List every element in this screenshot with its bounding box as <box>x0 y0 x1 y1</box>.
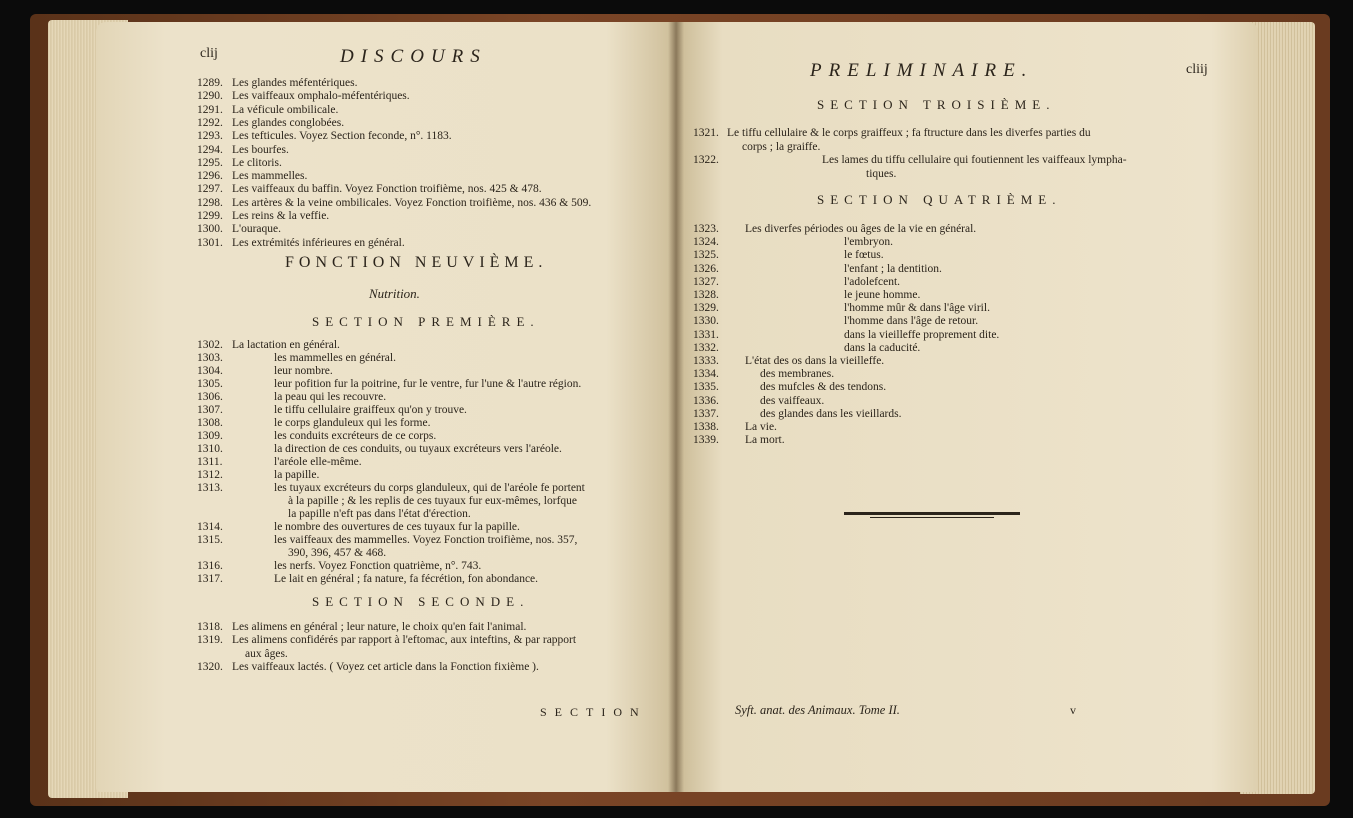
entry-text: l'enfant ; la dentition. <box>844 263 942 275</box>
entry-text: La lactation en général. <box>232 339 340 351</box>
entry-number: 1298. <box>197 197 223 209</box>
entry-text: les nerfs. Voyez Fonction quatrième, n°. 743. <box>274 560 482 572</box>
entry-number: 1327. <box>693 276 719 288</box>
entry-text: Les extrémités inférieures en général. <box>232 237 405 249</box>
entry-number: 1339. <box>693 434 719 446</box>
entry-text: l'adolefcent. <box>844 276 901 288</box>
entry-text: l'embryon. <box>844 236 894 248</box>
entry-text: des mufcles & des tendons. <box>760 381 887 393</box>
entry-text: corps ; la graiffe. <box>742 141 821 153</box>
entry-number: 1333. <box>693 355 719 367</box>
entry-number: 1293. <box>197 130 223 142</box>
entry-text: dans la caducité. <box>844 342 921 354</box>
entry-number: 1309. <box>197 430 223 442</box>
entry-text: la papille n'eft pas dans l'état d'érection. <box>288 508 471 520</box>
entry-text: Le tiffu cellulaire & le corps graiffeux ; fa ftructure dans les diverfes parties du <box>727 127 1091 139</box>
entry-text: le jeune homme. <box>844 289 921 301</box>
entry-number: 1310. <box>197 443 223 455</box>
signature-mark: v <box>1070 703 1076 717</box>
entry-number: 1334. <box>693 368 719 380</box>
entry-text: la peau qui les recouvre. <box>274 391 387 403</box>
entry-number: 1292. <box>197 117 223 129</box>
entry-text: Les alimens en général ; leur nature, le choix qu'en fait l'animal. <box>232 621 527 633</box>
footer-title: Syft. anat. des Animaux. Tome II. <box>735 703 900 717</box>
entry-text: l'homme mûr & dans l'âge viril. <box>844 302 990 314</box>
entry-text: des vaiffeaux. <box>760 395 825 407</box>
entry-number: 1321. <box>693 127 719 139</box>
entry-text: Les glandes conglobées. <box>232 117 345 129</box>
entry-text: les mammelles en général. <box>274 352 396 364</box>
entry-number: 1299. <box>197 210 223 222</box>
entry-text: tiques. <box>866 168 897 180</box>
entry-text: La véficule ombilicale. <box>232 104 339 116</box>
entry-number: 1332. <box>693 342 719 354</box>
entry-number: 1291. <box>197 104 223 116</box>
entry-text: L'état des os dans la vieilleffe. <box>745 355 885 367</box>
entry-text: Les vaiffeaux omphalo-méfentériques. <box>232 90 410 102</box>
entry-number: 1316. <box>197 560 223 572</box>
entry-text: les tuyaux excréteurs du corps glanduleux, qui de l'aréole fe portent <box>274 482 585 494</box>
entry-number: 1304. <box>197 365 223 377</box>
entry-text: 390, 396, 457 & 468. <box>288 547 387 559</box>
entry-number: 1313. <box>197 482 223 494</box>
entry-number: 1290. <box>197 90 223 102</box>
left-page-number: clij <box>200 46 218 61</box>
left-running-head: DISCOURS <box>340 46 487 67</box>
section4-heading: SECTION QUATRIÈME. <box>817 192 1062 207</box>
entry-text: Les vaiffeaux du baffin. Voyez Fonction troifième, nos. 425 & 478. <box>232 183 542 195</box>
entry-number: 1294. <box>197 144 223 156</box>
catchword: SECTION <box>540 705 647 719</box>
entry-number: 1315. <box>197 534 223 546</box>
entry-number: 1289. <box>197 77 223 89</box>
ornamental-rule-thin <box>870 517 994 518</box>
entry-number: 1300. <box>197 223 223 235</box>
entry-text: le fœtus. <box>844 249 884 261</box>
entry-number: 1302. <box>197 339 223 351</box>
entry-number: 1301. <box>197 237 223 249</box>
entry-text: les vaiffeaux des mammelles. Voyez Fonction troifième, nos. 357, <box>274 534 578 546</box>
entry-text: à la papille ; & les replis de ces tuyaux fur eux-mêmes, lorfque <box>288 495 577 507</box>
entry-number: 1322. <box>693 154 719 166</box>
entry-text: des membranes. <box>760 368 835 380</box>
entry-number: 1312. <box>197 469 223 481</box>
right-page-number: cliij <box>1186 62 1208 77</box>
book-gutter <box>668 22 684 792</box>
entry-number: 1303. <box>197 352 223 364</box>
entry-number: 1326. <box>693 263 719 275</box>
entry-text: Les bourfes. <box>232 144 289 156</box>
entry-text: l'homme dans l'âge de retour. <box>844 315 979 327</box>
entry-text: l'aréole elle-même. <box>274 456 362 468</box>
entry-text: Les vaiffeaux lactés. ( Voyez cet article dans la Fonction fixième ). <box>232 661 539 673</box>
entry-text: Le lait en général ; fa nature, fa fécrétion, fon abondance. <box>274 573 539 585</box>
ornamental-rule <box>844 512 1020 515</box>
entry-number: 1311. <box>197 456 223 468</box>
entry-text: Les glandes méfentériques. <box>232 77 358 89</box>
entry-text: Les diverfes périodes ou âges de la vie en général. <box>745 223 977 235</box>
entry-text: Les tefticules. Voyez Section feconde, n°. 1183. <box>232 130 452 142</box>
entry-text: le nombre des ouvertures de ces tuyaux fur la papille. <box>274 521 520 533</box>
entry-number: 1305. <box>197 378 223 390</box>
entry-number: 1308. <box>197 417 223 429</box>
entry-text: les conduits excréteurs de ce corps. <box>274 430 437 442</box>
entry-number: 1324. <box>693 236 719 248</box>
entry-number: 1335. <box>693 381 719 393</box>
entry-text: la direction de ces conduits, ou tuyaux excréteurs vers l'aréole. <box>274 443 562 455</box>
entry-number: 1338. <box>693 421 719 433</box>
entry-number: 1319. <box>197 634 223 646</box>
entry-number: 1307. <box>197 404 223 416</box>
right-running-head: PRELIMINAIRE. <box>810 60 1034 81</box>
entry-number: 1314. <box>197 521 223 533</box>
fonction-heading: FONCTION NEUVIÈME. <box>285 254 548 271</box>
entry-text: dans la vieilleffe proprement dite. <box>844 329 1000 341</box>
entry-text: Le clitoris. <box>232 157 282 169</box>
entry-text: leur pofition fur la poitrine, fur le ventre, fur l'une & l'autre région. <box>274 378 582 390</box>
entry-number: 1296. <box>197 170 223 182</box>
entry-number: 1328. <box>693 289 719 301</box>
entry-number: 1320. <box>197 661 223 673</box>
entry-text: des glandes dans les vieillards. <box>760 408 902 420</box>
entry-text: la papille. <box>274 469 320 481</box>
entry-number: 1331. <box>693 329 719 341</box>
section2-heading: SECTION SECONDE. <box>312 594 530 609</box>
entry-number: 1329. <box>693 302 719 314</box>
entry-number: 1318. <box>197 621 223 633</box>
entry-number: 1297. <box>197 183 223 195</box>
entry-text: Les reins & la veffie. <box>232 210 330 222</box>
entry-text: Les alimens confidérés par rapport à l'eftomac, aux inteftins, & par rapport <box>232 634 577 646</box>
entry-text: L'ouraque. <box>232 223 282 235</box>
entry-text: Les mammelles. <box>232 170 308 182</box>
entry-text: le tiffu cellulaire graiffeux qu'on y trouve. <box>274 404 467 416</box>
entry-text: aux âges. <box>245 648 288 660</box>
entry-text: Les artères & la veine ombilicales. Voyez Fonction troifième, nos. 436 & 509. <box>232 197 592 209</box>
entry-number: 1306. <box>197 391 223 403</box>
entry-text: leur nombre. <box>274 365 333 377</box>
entry-text: Les lames du tiffu cellulaire qui foutiennent les vaiffeaux lympha- <box>822 154 1127 166</box>
entry-text: le corps glanduleux qui les forme. <box>274 417 431 429</box>
fonction-subtitle: Nutrition. <box>369 286 420 301</box>
section1-heading: SECTION PREMIÈRE. <box>312 314 540 329</box>
entry-number: 1317. <box>197 573 223 585</box>
entry-text: La mort. <box>745 434 785 446</box>
section3-heading: SECTION TROISIÈME. <box>817 97 1056 112</box>
entry-text: La vie. <box>745 421 777 433</box>
entry-number: 1325. <box>693 249 719 261</box>
entry-number: 1337. <box>693 408 719 420</box>
entry-number: 1336. <box>693 395 719 407</box>
entry-number: 1323. <box>693 223 719 235</box>
entry-number: 1330. <box>693 315 719 327</box>
entry-number: 1295. <box>197 157 223 169</box>
